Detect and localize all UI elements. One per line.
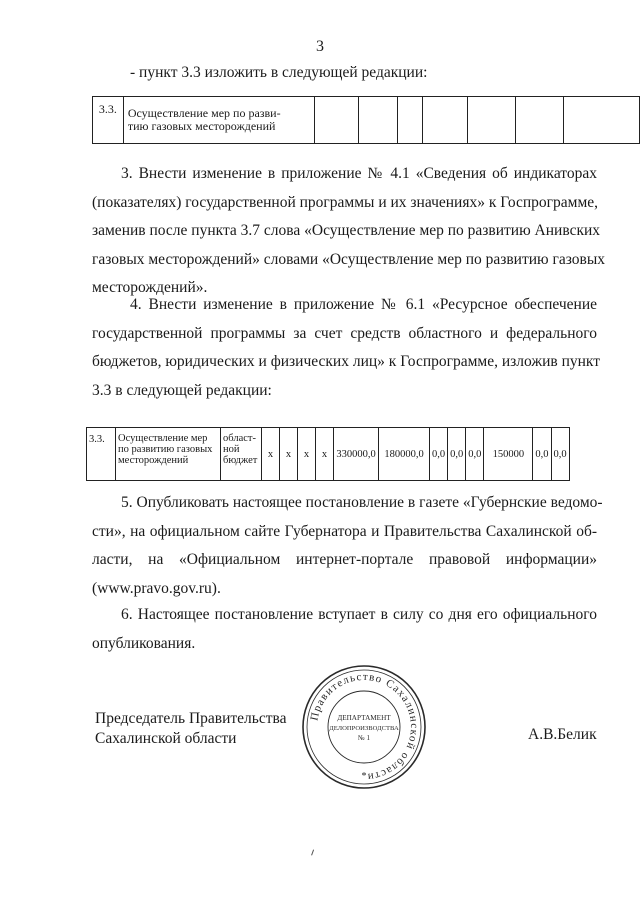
- stamp-ring-text: Правительство Сахалинской области: [308, 670, 421, 784]
- paragraph-line: месторождений».: [92, 279, 208, 296]
- signatory-title-line: Сахалинской области: [95, 730, 237, 747]
- paragraph-3: [92, 160, 606, 303]
- paragraph-line: 6. Настоящее постановление вступает в силу со дня его официального: [121, 606, 597, 623]
- table-cell-name: [116, 428, 221, 481]
- table-cell-value: 0,0: [448, 428, 466, 481]
- table-cell-value: х: [262, 428, 280, 481]
- paragraph-line: бюджетов, юридических и физических лиц» к Госпрограмме, изложив пункт: [92, 353, 601, 370]
- table-cell-value: х: [316, 428, 334, 481]
- table-cell-value: 180000,0: [379, 428, 430, 481]
- table-cell-empty: [468, 97, 516, 144]
- official-stamp: [300, 663, 428, 791]
- table-cell-empty: [358, 97, 398, 144]
- signatory-title: [95, 709, 287, 749]
- paragraph-line: 4. Внести изменение в приложение № 6.1 «Ресурсное обеспечение: [130, 296, 597, 313]
- table-cell-name-line: Осуществление мер: [118, 433, 208, 444]
- table-resource-point-3-3: [86, 427, 570, 481]
- paragraph-line: государственной программы за счет средств областного и федерального: [92, 324, 597, 342]
- stamp-center-line: ДЕПАРТАМЕНТ: [337, 714, 391, 722]
- paragraph-line: ласти, на «Официальном интернет-портале правовой информации»: [92, 551, 597, 568]
- signatory-name: А.В.Белик: [528, 726, 597, 743]
- paragraph-line: 3. Внести изменение в приложение № 4.1 «Сведения об индикаторах: [121, 165, 597, 182]
- paragraph-line: сти», на официальном сайте Губернатора и Правительства Сахалинской об-: [92, 522, 597, 540]
- paragraph-5: [92, 489, 603, 603]
- page-number: 3: [316, 38, 324, 55]
- table-cell-source-line: ной: [223, 444, 240, 455]
- paragraph-line: заменив после пункта 3.7 слова «Осуществление мер по развитию Анивских: [92, 222, 601, 239]
- table-cell-value: 0,0: [551, 428, 569, 481]
- paragraph-4: [92, 291, 601, 405]
- table-cell-source: [221, 428, 262, 481]
- table-cell-value: х: [280, 428, 298, 481]
- table-cell-empty: [314, 97, 358, 144]
- paragraph-line: (показателях) государственной программы и их значениях» к Госпрограмме,: [92, 193, 599, 211]
- table-cell-name-line: Осуществление мер по разви-: [127, 106, 281, 120]
- table-cell-name: [123, 97, 314, 144]
- table-cell-name-line: по развитию газовых: [118, 444, 213, 455]
- table-cell-name-line: месторождений: [118, 455, 189, 466]
- stamp-seal-graphic: [300, 663, 428, 791]
- table-row: [93, 97, 640, 144]
- stamp-center-line: № 1: [358, 734, 370, 742]
- table-cell-source-line: област-: [223, 433, 256, 444]
- scan-mark: [311, 849, 317, 856]
- table-cell-name-line: тию газовых месторождений: [127, 119, 276, 133]
- table-row: [87, 428, 570, 481]
- table-point-3-3: [92, 96, 640, 144]
- table-cell-source-line: бюджет: [223, 455, 258, 466]
- table-cell-value: 0,0: [430, 428, 448, 481]
- table-cell-value: 0,0: [466, 428, 484, 481]
- paragraph-line: 5. Опубликовать настоящее постановление в газете «Губернские ведомо-: [121, 494, 603, 511]
- intro-line: - пункт 3.3 изложить в следующей редакции:: [130, 64, 428, 81]
- table-cell-empty: [422, 97, 468, 144]
- stamp-center-line: ДЕЛОПРОИЗВОДСТВА: [329, 725, 399, 732]
- paragraph-line: опубликования.: [92, 634, 196, 652]
- table-cell-number: 3.3.: [93, 97, 124, 144]
- paragraph-6: [92, 601, 597, 658]
- signatory-title-line: Председатель Правительства: [95, 710, 287, 727]
- paragraph-line: (www.pravo.gov.ru).: [92, 579, 221, 597]
- paragraph-line: газовых месторождений» словами «Осуществление мер по развитию газовых: [92, 250, 606, 268]
- paragraph-line: 3.3 в следующей редакции:: [92, 381, 272, 399]
- stamp-star: *: [361, 771, 367, 782]
- table-cell-value: х: [298, 428, 316, 481]
- table-cell-value: 330000,0: [334, 428, 379, 481]
- table-cell-value: 150000: [484, 428, 533, 481]
- table-cell-number: 3.3.: [87, 428, 116, 481]
- table-cell-empty: [398, 97, 422, 144]
- table-cell-value: 0,0: [533, 428, 551, 481]
- table-cell-empty: [563, 97, 640, 144]
- table-cell-empty: [515, 97, 563, 144]
